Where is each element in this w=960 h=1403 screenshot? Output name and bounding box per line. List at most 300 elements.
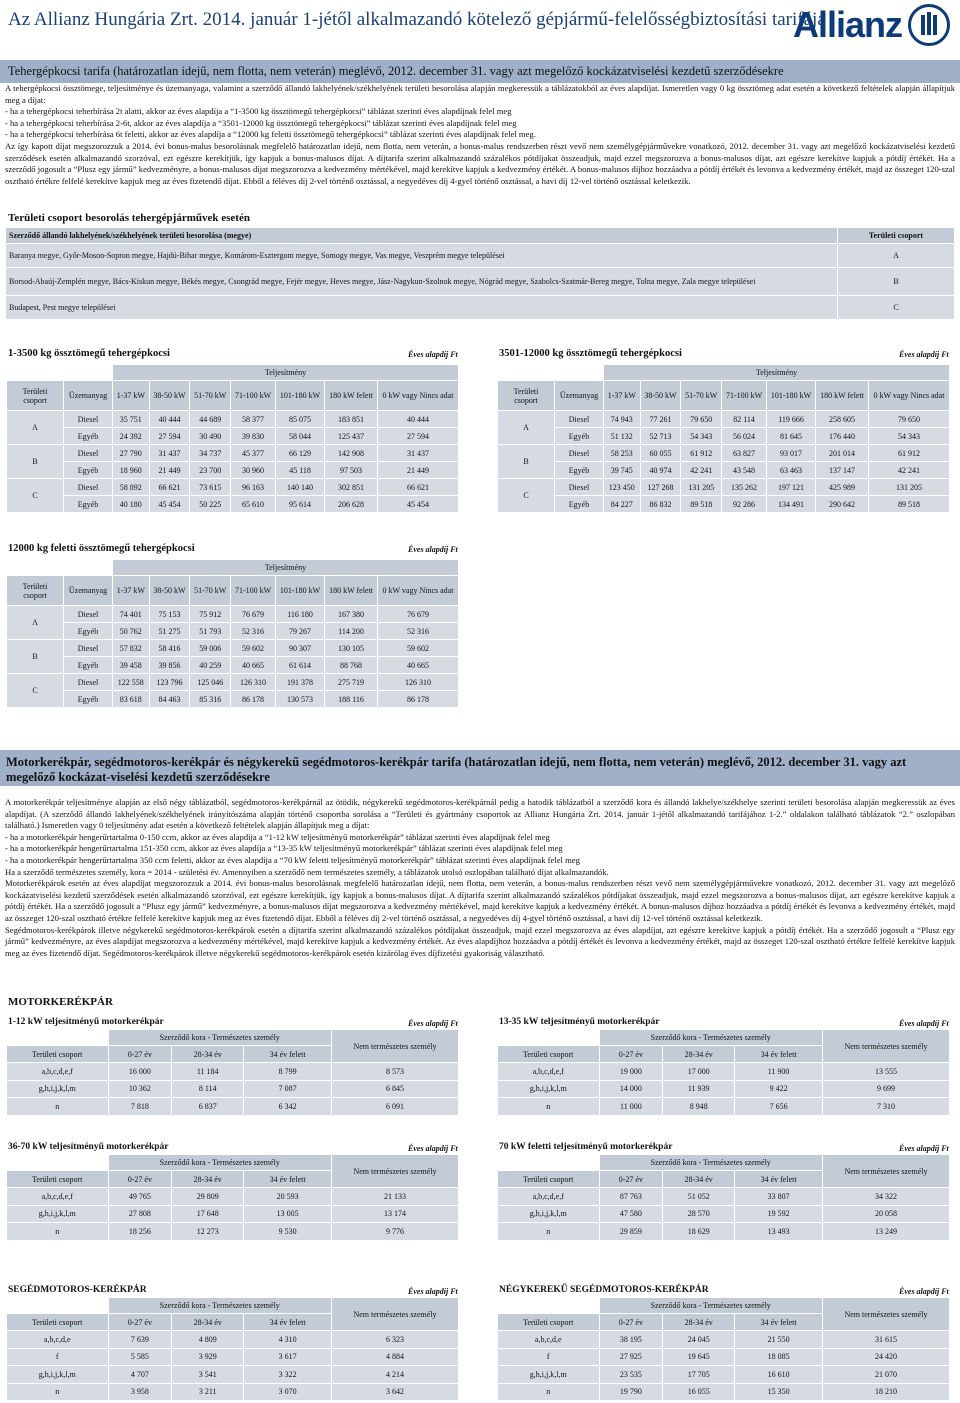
fee-cell: 7 818	[108, 1098, 172, 1116]
fee-cell: 54 343	[868, 428, 949, 445]
fee-cell: 126 310	[231, 674, 276, 691]
intro-line: - ha a tehergépkocsi teherbírása 2t alatti, akkor az éves alapdíja a “1-3500 kg össztömegű tehergépkocsi” táblázat szerinti éves alapdíjnak felel meg	[5, 106, 512, 117]
col-header: 28-34 év	[172, 1314, 244, 1331]
group-cell: B	[7, 640, 64, 674]
fee-cell: 51 793	[190, 623, 231, 640]
fee-cell: 17 000	[663, 1063, 735, 1081]
fee-cell: 86 178	[231, 691, 276, 708]
table-row	[7, 691, 459, 708]
power-col-header: 1-37 kW	[113, 576, 150, 606]
truck-section-bar: Tehergépkocsi tarifa (határozatlan idejű, nem flotta, nem veterán) meglévő, 2012. december 31. vagy azt megelőző kockázatviselési kezdetű szerződésekre	[0, 60, 960, 83]
fuel-cell: Egyéb	[64, 623, 113, 640]
table-row	[7, 1366, 459, 1384]
fee-cell: 61 912	[868, 445, 949, 462]
fee-cell: 206 628	[325, 496, 378, 513]
fee-cell: 275 719	[325, 674, 378, 691]
fee-cell: 92 286	[722, 496, 767, 513]
fee-cell: 90 307	[276, 640, 325, 657]
fee-cell: 82 114	[722, 411, 767, 428]
fee-cell: 89 518	[868, 496, 949, 513]
fee-cell: 79 650	[868, 411, 949, 428]
fee-cell: 176 440	[816, 428, 869, 445]
fee-cell: 28 570	[663, 1205, 735, 1223]
annual-fee-label: Éves alapdíj Ft	[899, 1144, 949, 1153]
group-cell: g,h,i,j,k,l,m	[498, 1205, 600, 1223]
fee-cell: 201 014	[816, 445, 869, 462]
group-cell: a,b,c,d,e,f	[498, 1188, 600, 1206]
fee-cell: 77 261	[640, 411, 681, 428]
fee-cell: 76 679	[231, 606, 276, 623]
group-cell: g,h,i,j,k,l,m	[7, 1080, 109, 1098]
fee-cell: 30 490	[190, 428, 231, 445]
fee-cell: 134 491	[767, 496, 816, 513]
power-col-header: 71-100 kW	[231, 381, 276, 411]
fee-cell: 6 323	[332, 1331, 459, 1349]
fee-cell: 58 377	[231, 411, 276, 428]
fee-cell: 4 707	[108, 1366, 172, 1384]
fee-cell: 49 765	[108, 1188, 172, 1206]
power-col-header: 71-100 kW	[231, 576, 276, 606]
fuel-header: Üzemanyag	[64, 381, 113, 411]
table-row	[7, 496, 459, 513]
fee-cell: 95 614	[276, 496, 325, 513]
fee-cell: 21 133	[332, 1188, 459, 1206]
fee-cell: 74 401	[113, 606, 150, 623]
intro-line: Motorkerékpárok esetén az éves alapdíjat megszorozzuk a 2014. évi bonus-malus besorolásnak megfelelő határozatlan idejű, nem flotta, nem veterán, a bonus-malus rendszerben részt vevő nem személygépjárművekre vonatkozó, 2012. december 31. vagy azt megelőző kockázatviselési kezdetű szerződések esetén alkalmazandó szorzóval, ezt egészre kerekítjük, így kapjuk a bonus-malusos díjat. A díjtarifa szerint alkalmazandó százalékos pótdíjakat összeadjuk, majd ezzel megszorozva a bonus-malusos díjat, azt egészre kerekítve kapjuk a pótdíj értékét. Ha a szerződő jogosult a “Plusz egy jármű” kedvezményre, a bonus-malusos díjat megszorozva a kedvezmény mértékével, majd kerekítve kapjuk a kedvezmény értékét. A bonus-malusos díjhoz hozzáadva a pótdíj értékét és levonva a kedvezmény értékét, majd az összeget 120-szal osztható értékre felfelé kerekítve kapjuk meg az éves fizetendő díjat. Ebből a féléves díj 2-vel történő osztással, a negyedéves díj 4-gyel történő osztással, a havi díj 12-vel történő osztással keletkezik.	[5, 878, 955, 923]
fee-cell: 6 837	[172, 1098, 244, 1116]
fee-cell: 93 017	[767, 445, 816, 462]
fee-cell: 126 310	[377, 674, 458, 691]
region-group: A	[838, 244, 955, 268]
moto-rate-table	[497, 1154, 950, 1241]
fee-cell: 40 665	[377, 657, 458, 674]
fee-cell: 24 045	[663, 1331, 735, 1349]
fee-cell: 6 091	[332, 1098, 459, 1116]
col-header: Területi csoport	[498, 1171, 600, 1188]
group-cell: a,b,c,d,e	[7, 1331, 109, 1349]
group-cell: n	[7, 1383, 109, 1401]
fee-cell: 58 044	[276, 428, 325, 445]
fee-cell: 66 129	[276, 445, 325, 462]
region-group: B	[838, 268, 955, 296]
fee-cell: 57 832	[113, 640, 150, 657]
fee-cell: 167 380	[325, 606, 378, 623]
fee-cell: 66 621	[377, 479, 458, 496]
table-row	[498, 1080, 950, 1098]
region-counties: Baranya megye, Győr-Moson-Sopron megye, Hajdú-Bihar megye, Komárom-Esztergom megye, Somogy megye, Vas megye, Veszprém megye települései	[6, 244, 838, 268]
fee-cell: 19 000	[599, 1063, 663, 1081]
fee-cell: 24 420	[823, 1348, 950, 1366]
fee-cell: 4 884	[332, 1348, 459, 1366]
group-cell: a,b,c,d,e,f	[7, 1063, 109, 1081]
group-cell: n	[7, 1098, 109, 1116]
col-header: 0-27 év	[599, 1314, 663, 1331]
fee-cell: 45 118	[276, 462, 325, 479]
nonnatural-header: Nem természetes személy	[332, 1030, 459, 1063]
fee-cell: 7 310	[823, 1098, 950, 1116]
col-header: 28-34 év	[663, 1314, 735, 1331]
fee-cell: 18 629	[663, 1223, 735, 1241]
fee-cell: 8 799	[244, 1063, 332, 1081]
page-title: Az Allianz Hungária Zrt. 2014. január 1-jétől alkalmazandó kötelező gépjármű-felelősségbiztosítási tarifája	[8, 9, 826, 30]
moto-rate-table	[497, 1297, 950, 1401]
col-header: 28-34 év	[663, 1171, 735, 1188]
fee-cell: 135 262	[722, 479, 767, 496]
fee-cell: 5 585	[108, 1348, 172, 1366]
fee-cell: 137 147	[816, 462, 869, 479]
fee-cell: 44 689	[190, 411, 231, 428]
fee-cell: 52 316	[377, 623, 458, 640]
table-row	[7, 640, 459, 657]
power-col-header: 0 kW vagy Nincs adat	[377, 381, 458, 411]
fee-cell: 130 573	[276, 691, 325, 708]
table-row	[7, 1063, 459, 1081]
fuel-cell: Diesel	[555, 479, 604, 496]
fee-cell: 27 925	[599, 1348, 663, 1366]
fee-cell: 4 214	[332, 1366, 459, 1384]
fee-cell: 33 807	[735, 1188, 823, 1206]
truck-intro: A tehergépkocsi össztömege, teljesítménye és üzemanyaga, valamint a szerződő állandó lakhelyének/székhelyének területi besorolása alapján megkeressük a táblázatokból az éves alapdíjat. Ismeretlen vagy 0 kg össztömeg adat esetén a következő feltételek alapján állapítjuk meg a díjat: - ha a tehergépkocsi teherbírása 2t alatti, akkor az éves alapdíja a “1-3500 kg össztömegű tehergépkocsi” táblázat szerinti éves alapdíjnak felel meg - ha a tehergépkocsi teherbírása 2-6t, akkor az éves alapdíja a “3501-12000 kg össztömegű tehergépkocsi” táblázat szerinti éves alapdíjnak felel meg - ha a tehergépkocsi teherbírása 6t feletti, akkor az éves alapdíja a “12000 kg feletti össztömegű tehergépkocsi” táblázat szerinti éves alapdíjnak felel meg. Az így kapott díjat megszorozzuk a 2014. évi bonus-malus besorolásnak megfelelő határozatlan idejű, nem flotta, nem veterán, a bonus-malus rendszerben részt vevő nem személygépjárművekre vonatkozó, 2012. december 31. vagy azt megelőző kockázatviselési kezdetű szerződések esetén alkalmazandó szorzóval, ezt egészre kerekítjük, így kapjuk a bonus-malusos díjat. A díjtarifa szerint alkalmazandó százalékos pótdíjakat összeadjuk, majd ezzel megszorozva a bonus-malusos díjat, azt egészre kerekítve kapjuk a pótdíj értékét. Ha a szerződő jogosult a “Plusz egy jármű” kedvezményre, a bonus-malusos díjat megszorozva a kedvezmény mértékével, majd kerekítve kapjuk a kedvezmény értékét. A bonus-malusos díjhoz hozzáadva a pótdíj értékét és levonva a kedvezmény értékét, majd az összeget 120-szal osztható értékre felfelé kerekítve kapjuk meg az éves fizetendő díjat. Ebből a féléves díj 2-vel történő osztással, a negyedéves díj 4-gyel történő osztással, a havi díj 12-vel történő osztással keletkezik.	[5, 83, 955, 186]
fee-cell: 52 713	[640, 428, 681, 445]
fuel-cell: Diesel	[64, 411, 113, 428]
fuel-cell: Egyéb	[555, 428, 604, 445]
group-cell: a,b,c,d,e,f	[7, 1188, 109, 1206]
fuel-cell: Egyéb	[64, 462, 113, 479]
fee-cell: 40 180	[113, 496, 150, 513]
header	[0, 0, 960, 50]
fee-cell: 58 416	[149, 640, 190, 657]
fee-cell: 84 227	[604, 496, 641, 513]
fee-cell: 3 929	[172, 1348, 244, 1366]
fee-cell: 85 316	[190, 691, 231, 708]
fee-cell: 63 463	[767, 462, 816, 479]
fee-cell: 183 851	[325, 411, 378, 428]
table-row	[498, 496, 950, 513]
fee-cell: 9 422	[735, 1080, 823, 1098]
performance-header: Teljesítmény	[113, 365, 459, 381]
fee-cell: 74 943	[604, 411, 641, 428]
fee-cell: 302 851	[325, 479, 378, 496]
fuel-header: Üzemanyag	[555, 381, 604, 411]
fee-cell: 54 343	[681, 428, 722, 445]
table-row	[498, 462, 950, 479]
power-col-header: 71-100 kW	[722, 381, 767, 411]
group-cell: B	[498, 445, 555, 479]
power-col-header: 0 kW vagy Nincs adat	[377, 576, 458, 606]
fee-cell: 76 679	[377, 606, 458, 623]
fee-cell: 116 180	[276, 606, 325, 623]
group-cell: A	[7, 606, 64, 640]
fee-cell: 122 558	[113, 674, 150, 691]
group-cell: f	[498, 1348, 600, 1366]
group-cell: C	[7, 674, 64, 708]
moto-rate-table	[6, 1154, 459, 1241]
moto-rate-table	[6, 1297, 459, 1401]
moto-rate-table	[497, 1029, 950, 1116]
fee-cell: 75 153	[149, 606, 190, 623]
fee-cell: 63 827	[722, 445, 767, 462]
fee-cell: 11 184	[172, 1063, 244, 1081]
fee-cell: 30 960	[231, 462, 276, 479]
fuel-cell: Egyéb	[64, 691, 113, 708]
fee-cell: 119 666	[767, 411, 816, 428]
fee-cell: 59 602	[231, 640, 276, 657]
region-title: Területi csoport besorolás tehergépjárművek esetén	[8, 212, 250, 224]
fee-cell: 11 939	[663, 1080, 735, 1098]
intro-line: - ha a tehergépkocsi teherbírása 6t feletti, akkor az éves alapdíja a “12000 kg feletti össztömegű tehergépkocsi” táblázat szerinti éves alapdíjnak felel meg.	[5, 129, 536, 140]
fee-cell: 42 241	[681, 462, 722, 479]
annual-fee-label: Éves alapdíj Ft	[408, 545, 458, 554]
intro-line: Segédmotoros-kerékpárok illetve négykerekű segédmotoros-kerékpárok esetén a díjtarifa szerint alkalmazandó százalékos pótdíjakat összeadjuk, majd ezzel megszorozva az éves alapdíjat, azt egészre kerekítve kapjuk a pótdíj értékét. Ha a szerződő jogosult a “Plusz egy jármű” kedvezményre, az éves alapdíjat megszorozva a kedvezmény mértékével, majd kerekítve kapjuk a kedvezmény értékét. Az éves alapdíjhoz hozzáadva a pótdíj értékét és levonva a kedvezmény értékét, majd az összeget 120-szal osztható értékre felfelé kerekítve kapjuk meg az éves fizetendő díjat. Segédmotoros-kerékpárok illetve négykerekű segédmotoros-kerékpárok esetén kizárólag éves díjfizetési gyakoriság választható.	[5, 924, 955, 958]
fee-cell: 20 058	[823, 1205, 950, 1223]
table-row	[7, 445, 459, 462]
fee-cell: 45 377	[231, 445, 276, 462]
power-col-header: 101-180 kW	[767, 381, 816, 411]
fee-cell: 19 790	[599, 1383, 663, 1401]
power-col-header: 38-50 kW	[149, 381, 190, 411]
fuel-cell: Diesel	[64, 606, 113, 623]
table-title: 70 kW feletti teljesítményű motorkerékpár	[499, 1142, 673, 1152]
col-header: 0-27 év	[108, 1314, 172, 1331]
fuel-header: Üzemanyag	[64, 576, 113, 606]
fee-cell: 39 745	[604, 462, 641, 479]
fee-cell: 50 225	[190, 496, 231, 513]
fuel-cell: Egyéb	[64, 428, 113, 445]
age-header: Szerződő kora - Természetes személy	[108, 1155, 332, 1171]
group-cell: B	[7, 445, 64, 479]
fee-cell: 88 768	[325, 657, 378, 674]
fee-cell: 14 000	[599, 1080, 663, 1098]
fee-cell: 19 592	[735, 1205, 823, 1223]
region-counties: Budapest, Pest megye települései	[6, 296, 838, 320]
fee-cell: 125 437	[325, 428, 378, 445]
power-col-header: 51-70 kW	[681, 381, 722, 411]
intro-line: - ha a tehergépkocsi teherbírása 2-6t, akkor az éves alapdíja a “3501-12000 kg össztömegű tehergépkocsi” táblázat szerinti éves alapdíjnak felel meg	[5, 117, 517, 128]
age-header: Szerződő kora - Természetes személy	[108, 1030, 332, 1046]
table-row	[498, 1063, 950, 1081]
fee-cell: 89 518	[681, 496, 722, 513]
fee-cell: 35 751	[113, 411, 150, 428]
fuel-cell: Egyéb	[64, 657, 113, 674]
power-col-header: 51-70 kW	[190, 381, 231, 411]
power-col-header: 51-70 kW	[190, 576, 231, 606]
fuel-cell: Egyéb	[555, 462, 604, 479]
group-cell: a,b,c,d,e	[498, 1331, 600, 1349]
intro-line: Ha a szerződő természetes személy, kora = 2014 - születési év. Amennyiben a szerződő nem természetes személy, a táblázatok utolsó oszlopában található díjat alkalmazandók.	[5, 866, 609, 877]
group-cell: f	[7, 1348, 109, 1366]
power-col-header: 101-180 kW	[276, 576, 325, 606]
fee-cell: 6 342	[244, 1098, 332, 1116]
fee-cell: 50 762	[113, 623, 150, 640]
fee-cell: 131 205	[868, 479, 949, 496]
fee-cell: 40 665	[231, 657, 276, 674]
table-title: NÉGYKEREKŰ SEGÉDMOTOROS-KERÉKPÁR	[499, 1285, 709, 1295]
fee-cell: 140 140	[276, 479, 325, 496]
fee-cell: 39 856	[149, 657, 190, 674]
fee-cell: 24 392	[113, 428, 150, 445]
fee-cell: 27 808	[108, 1205, 172, 1223]
fee-cell: 17 648	[172, 1205, 244, 1223]
fee-cell: 40 444	[377, 411, 458, 428]
col-header: 34 év felett	[735, 1046, 823, 1063]
moto-intro: A motorkerékpár teljesítménye alapján az első négy táblázatból, segédmotoros-kerékpárnál az ötödik, négykerekű segédmotoros-kerékpárnál pedig a hatodik táblázatból a szerződő kora és állandó lakhelye/székhelye szerinti területi besorolása alapján megkeressük az éves alapdíjat. (A szerződő állandó lakhelyének/székhelyének irányítószáma alapján történő csoportba sorolása a “Területi és gyártmány csoportok az Allianz Hungária Zrt. 2014. január 1-jétől alkalmazandó tarifájához 1-2.” oldalakon található táblázatok “2.” oszlopában található.) Ismeretlen vagy 0 teljesítmény adat esetén a következő feltételek alapján állapítjuk meg a díjat: - ha a motorkerékpár hengerűrtartalma 0-150 ccm, akkor az éves alapdíja a “1-12 kW teljesítményű motorkerékpár” táblázat szerinti éves alapdíjnak felel meg - ha a motorkerékpár hengerűrtartalma 151-350 ccm, akkor az éves alapdíja a “13-35 kW teljesítményű motorkerékpár” táblázat szerinti éves alapdíjnak felel meg - ha a motorkerékpár hengerűrtartalma 350 ccm feletti, akkor az éves alapdíja a “70 kW feletti teljesítményű motorkerékpár” táblázat szerinti éves alapdíjnak felel meg Ha a szerződő természetes személy, kora = 2014 - születési év. Amennyiben a szerződő nem természetes személy, a táblázatok utolsó oszlopában található díjat alkalmazandók. Motorkerékpárok esetén az éves alapdíjat megszorozzuk a 2014. évi bonus-malus besorolásnak megfelelő határozatlan idejű, nem flotta, nem veterán, a bonus-malus rendszerben részt vevő nem személygépjárművekre vonatkozó, 2012. december 31. vagy azt megelőző kockázatviselési kezdetű szerződések esetén alkalmazandó szorzóval, ezt egészre kerekítjük, így kapjuk a bonus-malusos díjat. A díjtarifa szerint alkalmazandó százalékos pótdíjakat összeadjuk, majd ezzel megszorozva a bonus-malusos díjat, azt egészre kerekítve kapjuk a pótdíj értékét. Ha a szerződő jogosult a “Plusz egy jármű” kedvezményre, a bonus-malusos díjat megszorozva a kedvezmény mértékével, majd kerekítve kapjuk a kedvezmény értékét. A bonus-malusos díjhoz hozzáadva a pótdíj értékét és levonva a kedvezmény értékét, majd az összeget 120-szal osztható értékre felfelé kerekítve kapjuk meg az éves fizetendő díjat. Ebből a féléves díj 2-vel történő osztással, a negyedéves díj 4-gyel történő osztással, a havi díj 12-vel történő osztással keletkezik. Segédmotoros-kerékpárok illetve négykerekű segédmotoros-kerékpárok esetén a díjtarifa szerint alkalmazandó százalékos pótdíjakat összeadjuk, majd ezzel megszorozva az éves alapdíjat, azt egészre kerekítve kapjuk a pótdíj értékét. Ha a szerződő jogosult a “Plusz egy jármű” kedvezményre, az éves alapdíjat megszorozva a kedvezmény mértékével, majd kerekítve kapjuk a kedvezmény értékét. Az éves alapdíjhoz hozzáadva a pótdíj értékét és levonva a kedvezmény értékét, majd az összeget 120-szal osztható értékre felfelé kerekítve kapjuk meg az éves fizetendő díjat. Segédmotoros-kerékpárok illetve négykerekű segédmotoros-kerékpárok esetén kizárólag éves díjfizetési gyakoriság választható.	[5, 797, 955, 958]
fee-cell: 21 449	[149, 462, 190, 479]
fee-cell: 65 610	[231, 496, 276, 513]
fee-cell: 16 055	[663, 1383, 735, 1401]
col-header: 0-27 év	[599, 1046, 663, 1063]
intro-line: - ha a motorkerékpár hengerűrtartalma 151-350 ccm, akkor az éves alapdíja a “13-35 kW teljesítményű motorkerékpár” táblázat szerinti éves alapdíjnak felel meg	[5, 843, 563, 854]
table-title: 36-70 kW teljesítményű motorkerékpár	[8, 1142, 169, 1152]
nonnatural-header: Nem természetes személy	[823, 1030, 950, 1063]
table-title: SEGÉDMOTOROS-KERÉKPÁR	[8, 1285, 147, 1295]
fee-cell: 81 645	[767, 428, 816, 445]
table-row	[7, 1383, 459, 1401]
col-header: 28-34 év	[172, 1171, 244, 1188]
fee-cell: 31 615	[823, 1331, 950, 1349]
fee-cell: 9 699	[823, 1080, 950, 1098]
annual-fee-label: Éves alapdíj Ft	[408, 1144, 458, 1153]
fee-cell: 85 075	[276, 411, 325, 428]
fee-cell: 79 267	[276, 623, 325, 640]
fee-cell: 31 437	[377, 445, 458, 462]
fee-cell: 3 070	[244, 1383, 332, 1401]
fee-cell: 9 530	[244, 1223, 332, 1241]
fee-cell: 13 005	[244, 1205, 332, 1223]
fee-cell: 16 000	[108, 1063, 172, 1081]
table-title: 1-12 kW teljesítményű motorkerékpár	[8, 1017, 164, 1027]
annual-fee-label: Éves alapdíj Ft	[899, 1287, 949, 1296]
fee-cell: 96 163	[231, 479, 276, 496]
group-cell: n	[7, 1223, 109, 1241]
table-row	[7, 1223, 459, 1241]
table-row	[498, 1331, 950, 1349]
fee-cell: 21 449	[377, 462, 458, 479]
fee-cell: 4 809	[172, 1331, 244, 1349]
fee-cell: 61 614	[276, 657, 325, 674]
table-title: 13-35 kW teljesítményű motorkerékpár	[499, 1017, 660, 1027]
group-cell: g,h,i,j,k,l,m	[498, 1080, 600, 1098]
fuel-cell: Diesel	[64, 479, 113, 496]
fee-cell: 6 845	[332, 1080, 459, 1098]
age-header: Szerződő kora - Természetes személy	[599, 1030, 823, 1046]
table-row	[7, 1098, 459, 1116]
fee-cell: 23 700	[190, 462, 231, 479]
fee-cell: 61 912	[681, 445, 722, 462]
fee-cell: 188 116	[325, 691, 378, 708]
fee-cell: 123 796	[149, 674, 190, 691]
power-col-header: 101-180 kW	[276, 381, 325, 411]
fee-cell: 8 573	[332, 1063, 459, 1081]
annual-fee-label: Éves alapdíj Ft	[899, 350, 949, 359]
fee-cell: 258 605	[816, 411, 869, 428]
fee-cell: 3 211	[172, 1383, 244, 1401]
fee-cell: 86 832	[640, 496, 681, 513]
truck-rate-table	[6, 364, 459, 513]
fee-cell: 84 463	[149, 691, 190, 708]
fee-cell: 45 454	[149, 496, 190, 513]
col-header: Területi csoport	[498, 1314, 600, 1331]
fee-cell: 29 809	[172, 1188, 244, 1206]
fee-cell: 27 594	[149, 428, 190, 445]
age-header: Szerződő kora - Természetes személy	[599, 1298, 823, 1314]
table-row	[498, 411, 950, 428]
moto-section-bar: Motorkerékpár, segédmotoros-kerékpár és négykerekű segédmotoros-kerékpár tarifa (határozatlan idejű, nem flotta, nem veterán) meglévő, 2012. december 31. vagy azt megelőző kockázat-viselési kezdetű szerződésekre	[0, 750, 960, 786]
col-header: Területi csoport	[498, 1046, 600, 1063]
table-row	[7, 411, 459, 428]
table-row	[7, 462, 459, 479]
fee-cell: 7 639	[108, 1331, 172, 1349]
allianz-eagle-icon	[908, 4, 950, 46]
fee-cell: 13 493	[735, 1223, 823, 1241]
fee-cell: 191 378	[276, 674, 325, 691]
table-row	[498, 479, 950, 496]
table-title: 1-3500 kg össztömegű tehergépkocsi	[8, 348, 170, 359]
table-row	[6, 296, 955, 320]
group-cell: n	[498, 1383, 600, 1401]
fee-cell: 18 210	[823, 1383, 950, 1401]
region-counties: Borsod-Abaúj-Zemplén megye, Bács-Kiskun megye, Békés megye, Csongrád megye, Fejér megye, Heves megye, Jász-Nagykun-Szolnok megye, Nógrád megye, Szabolcs-Szatmár-Bereg megye, Tolna megye, Zala megye települései	[6, 268, 838, 296]
fee-cell: 27 790	[113, 445, 150, 462]
fee-cell: 15 350	[735, 1383, 823, 1401]
table-row	[7, 1348, 459, 1366]
annual-fee-label: Éves alapdíj Ft	[899, 1019, 949, 1028]
table-row	[6, 244, 955, 268]
fee-cell: 87 763	[599, 1188, 663, 1206]
fee-cell: 142 908	[325, 445, 378, 462]
group-cell: g,h,i,j,k,l,m	[7, 1366, 109, 1384]
col-header: 34 év felett	[244, 1046, 332, 1063]
fee-cell: 13 174	[332, 1205, 459, 1223]
fee-cell: 131 205	[681, 479, 722, 496]
col-header: 0-27 év	[108, 1171, 172, 1188]
fee-cell: 51 275	[149, 623, 190, 640]
fuel-cell: Egyéb	[555, 496, 604, 513]
fee-cell: 16 610	[735, 1366, 823, 1384]
fee-cell: 66 621	[149, 479, 190, 496]
fee-cell: 97 503	[325, 462, 378, 479]
nonnatural-header: Nem természetes személy	[332, 1298, 459, 1331]
fee-cell: 51 052	[663, 1188, 735, 1206]
power-col-header: 180 kW felett	[816, 381, 869, 411]
table-row	[7, 623, 459, 640]
fee-cell: 47 580	[599, 1205, 663, 1223]
fee-cell: 34 737	[190, 445, 231, 462]
performance-header: Teljesítmény	[113, 560, 459, 576]
power-col-header: 38-50 kW	[149, 576, 190, 606]
fee-cell: 29 859	[599, 1223, 663, 1241]
nonnatural-header: Nem természetes személy	[332, 1155, 459, 1188]
group-cell: g,h,i,j,k,l,m	[498, 1366, 600, 1384]
fuel-cell: Diesel	[555, 411, 604, 428]
table-row	[498, 445, 950, 462]
fuel-cell: Diesel	[64, 674, 113, 691]
group-header: Területi csoport	[498, 381, 555, 411]
fee-cell: 56 024	[722, 428, 767, 445]
fee-cell: 3 642	[332, 1383, 459, 1401]
col-header: 34 év felett	[244, 1314, 332, 1331]
table-title: 12000 kg feletti össztömegű tehergépkocsi	[8, 543, 195, 554]
table-row	[7, 1188, 459, 1206]
fee-cell: 18 960	[113, 462, 150, 479]
fuel-cell: Diesel	[64, 640, 113, 657]
table-row	[498, 1188, 950, 1206]
power-col-header: 0 kW vagy Nincs adat	[868, 381, 949, 411]
table-row	[7, 479, 459, 496]
fee-cell: 20 593	[244, 1188, 332, 1206]
power-col-header: 180 kW felett	[325, 576, 378, 606]
power-col-header: 180 kW felett	[325, 381, 378, 411]
col-header: 34 év felett	[735, 1314, 823, 1331]
